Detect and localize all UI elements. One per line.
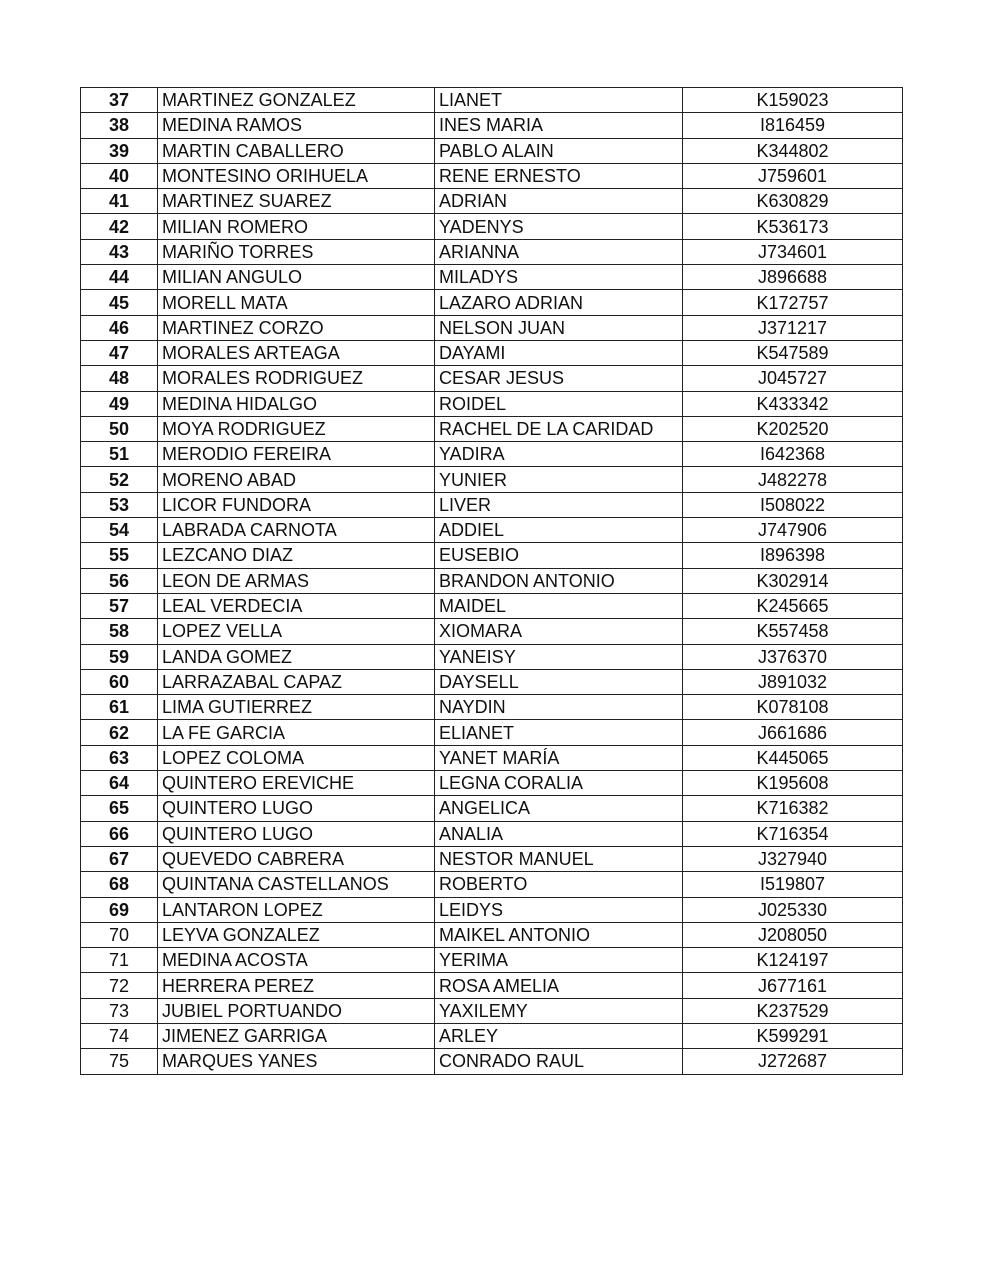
surname-cell: MILIAN ANGULO: [158, 265, 435, 290]
surname-cell: MEDINA RAMOS: [158, 113, 435, 138]
surname-cell: LEON DE ARMAS: [158, 568, 435, 593]
surname-cell: MARTINEZ GONZALEZ: [158, 88, 435, 113]
row-number-cell: 51: [81, 442, 158, 467]
surname-cell: QUEVEDO CABRERA: [158, 846, 435, 871]
surname-cell: LOPEZ VELLA: [158, 619, 435, 644]
given-name-cell: NESTOR MANUEL: [435, 846, 683, 871]
table-row: [81, 416, 903, 441]
table-row: [81, 720, 903, 745]
table-row: [81, 619, 903, 644]
given-name-cell: ROSA AMELIA: [435, 973, 683, 998]
row-number-cell: 46: [81, 315, 158, 340]
row-number-cell: 50: [81, 416, 158, 441]
row-number-cell: 57: [81, 593, 158, 618]
row-number-cell: 40: [81, 163, 158, 188]
table-row: [81, 366, 903, 391]
row-number-cell: 53: [81, 492, 158, 517]
row-number-cell: 42: [81, 214, 158, 239]
given-name-cell: ROIDEL: [435, 391, 683, 416]
given-name-cell: LIVER: [435, 492, 683, 517]
given-name-cell: MAIDEL: [435, 593, 683, 618]
row-number-cell: 63: [81, 745, 158, 770]
given-name-cell: YAXILEMY: [435, 998, 683, 1023]
row-number-cell: 45: [81, 290, 158, 315]
row-number-cell: 47: [81, 340, 158, 365]
id-number-cell: J025330: [683, 897, 903, 922]
id-number-cell: J045727: [683, 366, 903, 391]
id-number-cell: K630829: [683, 189, 903, 214]
table-row: [81, 315, 903, 340]
given-name-cell: YERIMA: [435, 948, 683, 973]
id-number-cell: J208050: [683, 922, 903, 947]
table-row: [81, 771, 903, 796]
id-number-cell: K433342: [683, 391, 903, 416]
table-row: [81, 821, 903, 846]
id-number-cell: J661686: [683, 720, 903, 745]
row-number-cell: 69: [81, 897, 158, 922]
row-number-cell: 39: [81, 138, 158, 163]
id-number-cell: J327940: [683, 846, 903, 871]
id-number-cell: J896688: [683, 265, 903, 290]
table-row: [81, 239, 903, 264]
surname-cell: LARRAZABAL CAPAZ: [158, 669, 435, 694]
given-name-cell: ADDIEL: [435, 518, 683, 543]
roster-table: [80, 87, 903, 1075]
table-row: [81, 998, 903, 1023]
table-row: [81, 88, 903, 113]
document-page: [80, 87, 902, 1075]
surname-cell: MONTESINO ORIHUELA: [158, 163, 435, 188]
surname-cell: LANDA GOMEZ: [158, 644, 435, 669]
row-number-cell: 58: [81, 619, 158, 644]
id-number-cell: I816459: [683, 113, 903, 138]
table-row: [81, 518, 903, 543]
given-name-cell: YANET MARÍA: [435, 745, 683, 770]
table-row: [81, 163, 903, 188]
surname-cell: JUBIEL PORTUANDO: [158, 998, 435, 1023]
row-number-cell: 52: [81, 467, 158, 492]
table-row: [81, 1023, 903, 1048]
table-row: [81, 973, 903, 998]
table-row: [81, 745, 903, 770]
surname-cell: LANTARON LOPEZ: [158, 897, 435, 922]
table-row: [81, 265, 903, 290]
id-number-cell: J677161: [683, 973, 903, 998]
row-number-cell: 75: [81, 1049, 158, 1074]
surname-cell: LOPEZ COLOMA: [158, 745, 435, 770]
surname-cell: QUINTERO EREVICHE: [158, 771, 435, 796]
surname-cell: MILIAN ROMERO: [158, 214, 435, 239]
given-name-cell: ARLEY: [435, 1023, 683, 1048]
surname-cell: LA FE GARCIA: [158, 720, 435, 745]
given-name-cell: XIOMARA: [435, 619, 683, 644]
surname-cell: QUINTANA CASTELLANOS: [158, 872, 435, 897]
row-number-cell: 66: [81, 821, 158, 846]
table-row: [81, 340, 903, 365]
given-name-cell: YUNIER: [435, 467, 683, 492]
id-number-cell: I519807: [683, 872, 903, 897]
id-number-cell: K557458: [683, 619, 903, 644]
table-row: [81, 543, 903, 568]
table-row: [81, 214, 903, 239]
id-number-cell: J747906: [683, 518, 903, 543]
row-number-cell: 59: [81, 644, 158, 669]
row-number-cell: 49: [81, 391, 158, 416]
table-row: [81, 391, 903, 416]
given-name-cell: RACHEL DE LA CARIDAD: [435, 416, 683, 441]
table-row: [81, 846, 903, 871]
surname-cell: QUINTERO LUGO: [158, 796, 435, 821]
given-name-cell: PABLO ALAIN: [435, 138, 683, 163]
table-row: [81, 897, 903, 922]
table-row: [81, 189, 903, 214]
row-number-cell: 72: [81, 973, 158, 998]
row-number-cell: 48: [81, 366, 158, 391]
roster-table-body: [81, 88, 903, 1075]
id-number-cell: J371217: [683, 315, 903, 340]
row-number-cell: 43: [81, 239, 158, 264]
given-name-cell: ELIANET: [435, 720, 683, 745]
given-name-cell: RENE ERNESTO: [435, 163, 683, 188]
surname-cell: LICOR FUNDORA: [158, 492, 435, 517]
id-number-cell: K547589: [683, 340, 903, 365]
id-number-cell: K202520: [683, 416, 903, 441]
table-row: [81, 442, 903, 467]
table-row: [81, 467, 903, 492]
surname-cell: HERRERA PEREZ: [158, 973, 435, 998]
given-name-cell: DAYAMI: [435, 340, 683, 365]
row-number-cell: 71: [81, 948, 158, 973]
row-number-cell: 41: [81, 189, 158, 214]
surname-cell: LEAL VERDECIA: [158, 593, 435, 618]
row-number-cell: 60: [81, 669, 158, 694]
table-row: [81, 290, 903, 315]
given-name-cell: LIANET: [435, 88, 683, 113]
id-number-cell: I508022: [683, 492, 903, 517]
surname-cell: MORELL MATA: [158, 290, 435, 315]
table-row: [81, 872, 903, 897]
id-number-cell: K716382: [683, 796, 903, 821]
surname-cell: MOYA RODRIGUEZ: [158, 416, 435, 441]
id-number-cell: K716354: [683, 821, 903, 846]
id-number-cell: K344802: [683, 138, 903, 163]
given-name-cell: MAIKEL ANTONIO: [435, 922, 683, 947]
id-number-cell: K445065: [683, 745, 903, 770]
table-row: [81, 644, 903, 669]
surname-cell: MEDINA HIDALGO: [158, 391, 435, 416]
given-name-cell: YADIRA: [435, 442, 683, 467]
table-row: [81, 593, 903, 618]
id-number-cell: K302914: [683, 568, 903, 593]
surname-cell: LIMA GUTIERREZ: [158, 695, 435, 720]
row-number-cell: 54: [81, 518, 158, 543]
given-name-cell: NAYDIN: [435, 695, 683, 720]
surname-cell: MERODIO FEREIRA: [158, 442, 435, 467]
row-number-cell: 73: [81, 998, 158, 1023]
surname-cell: MORALES RODRIGUEZ: [158, 366, 435, 391]
id-number-cell: K078108: [683, 695, 903, 720]
given-name-cell: INES MARIA: [435, 113, 683, 138]
row-number-cell: 74: [81, 1023, 158, 1048]
given-name-cell: YANEISY: [435, 644, 683, 669]
table-row: [81, 796, 903, 821]
surname-cell: MARTIN CABALLERO: [158, 138, 435, 163]
surname-cell: MARIÑO TORRES: [158, 239, 435, 264]
row-number-cell: 44: [81, 265, 158, 290]
row-number-cell: 67: [81, 846, 158, 871]
given-name-cell: YADENYS: [435, 214, 683, 239]
given-name-cell: LAZARO ADRIAN: [435, 290, 683, 315]
given-name-cell: NELSON JUAN: [435, 315, 683, 340]
id-number-cell: K245665: [683, 593, 903, 618]
given-name-cell: CESAR JESUS: [435, 366, 683, 391]
row-number-cell: 37: [81, 88, 158, 113]
id-number-cell: I642368: [683, 442, 903, 467]
surname-cell: MARTINEZ CORZO: [158, 315, 435, 340]
id-number-cell: K195608: [683, 771, 903, 796]
id-number-cell: K237529: [683, 998, 903, 1023]
id-number-cell: J272687: [683, 1049, 903, 1074]
given-name-cell: ARIANNA: [435, 239, 683, 264]
id-number-cell: J759601: [683, 163, 903, 188]
given-name-cell: ADRIAN: [435, 189, 683, 214]
id-number-cell: I896398: [683, 543, 903, 568]
given-name-cell: LEGNA CORALIA: [435, 771, 683, 796]
id-number-cell: J482278: [683, 467, 903, 492]
surname-cell: LEZCANO DIAZ: [158, 543, 435, 568]
id-number-cell: K172757: [683, 290, 903, 315]
surname-cell: MORENO ABAD: [158, 467, 435, 492]
id-number-cell: K536173: [683, 214, 903, 239]
table-row: [81, 113, 903, 138]
given-name-cell: DAYSELL: [435, 669, 683, 694]
given-name-cell: ANGELICA: [435, 796, 683, 821]
row-number-cell: 61: [81, 695, 158, 720]
surname-cell: LEYVA GONZALEZ: [158, 922, 435, 947]
row-number-cell: 68: [81, 872, 158, 897]
surname-cell: MEDINA ACOSTA: [158, 948, 435, 973]
given-name-cell: ROBERTO: [435, 872, 683, 897]
id-number-cell: J734601: [683, 239, 903, 264]
id-number-cell: K599291: [683, 1023, 903, 1048]
surname-cell: MORALES ARTEAGA: [158, 340, 435, 365]
table-row: [81, 138, 903, 163]
given-name-cell: EUSEBIO: [435, 543, 683, 568]
given-name-cell: CONRADO RAUL: [435, 1049, 683, 1074]
surname-cell: LABRADA CARNOTA: [158, 518, 435, 543]
table-row: [81, 695, 903, 720]
table-row: [81, 1049, 903, 1074]
surname-cell: JIMENEZ GARRIGA: [158, 1023, 435, 1048]
row-number-cell: 70: [81, 922, 158, 947]
surname-cell: QUINTERO LUGO: [158, 821, 435, 846]
given-name-cell: LEIDYS: [435, 897, 683, 922]
surname-cell: MARTINEZ SUAREZ: [158, 189, 435, 214]
table-row: [81, 669, 903, 694]
id-number-cell: J376370: [683, 644, 903, 669]
id-number-cell: J891032: [683, 669, 903, 694]
row-number-cell: 65: [81, 796, 158, 821]
id-number-cell: K159023: [683, 88, 903, 113]
row-number-cell: 55: [81, 543, 158, 568]
table-row: [81, 492, 903, 517]
given-name-cell: ANALIA: [435, 821, 683, 846]
table-row: [81, 922, 903, 947]
table-row: [81, 568, 903, 593]
given-name-cell: MILADYS: [435, 265, 683, 290]
row-number-cell: 64: [81, 771, 158, 796]
given-name-cell: BRANDON ANTONIO: [435, 568, 683, 593]
id-number-cell: K124197: [683, 948, 903, 973]
row-number-cell: 38: [81, 113, 158, 138]
surname-cell: MARQUES YANES: [158, 1049, 435, 1074]
row-number-cell: 56: [81, 568, 158, 593]
row-number-cell: 62: [81, 720, 158, 745]
table-row: [81, 948, 903, 973]
